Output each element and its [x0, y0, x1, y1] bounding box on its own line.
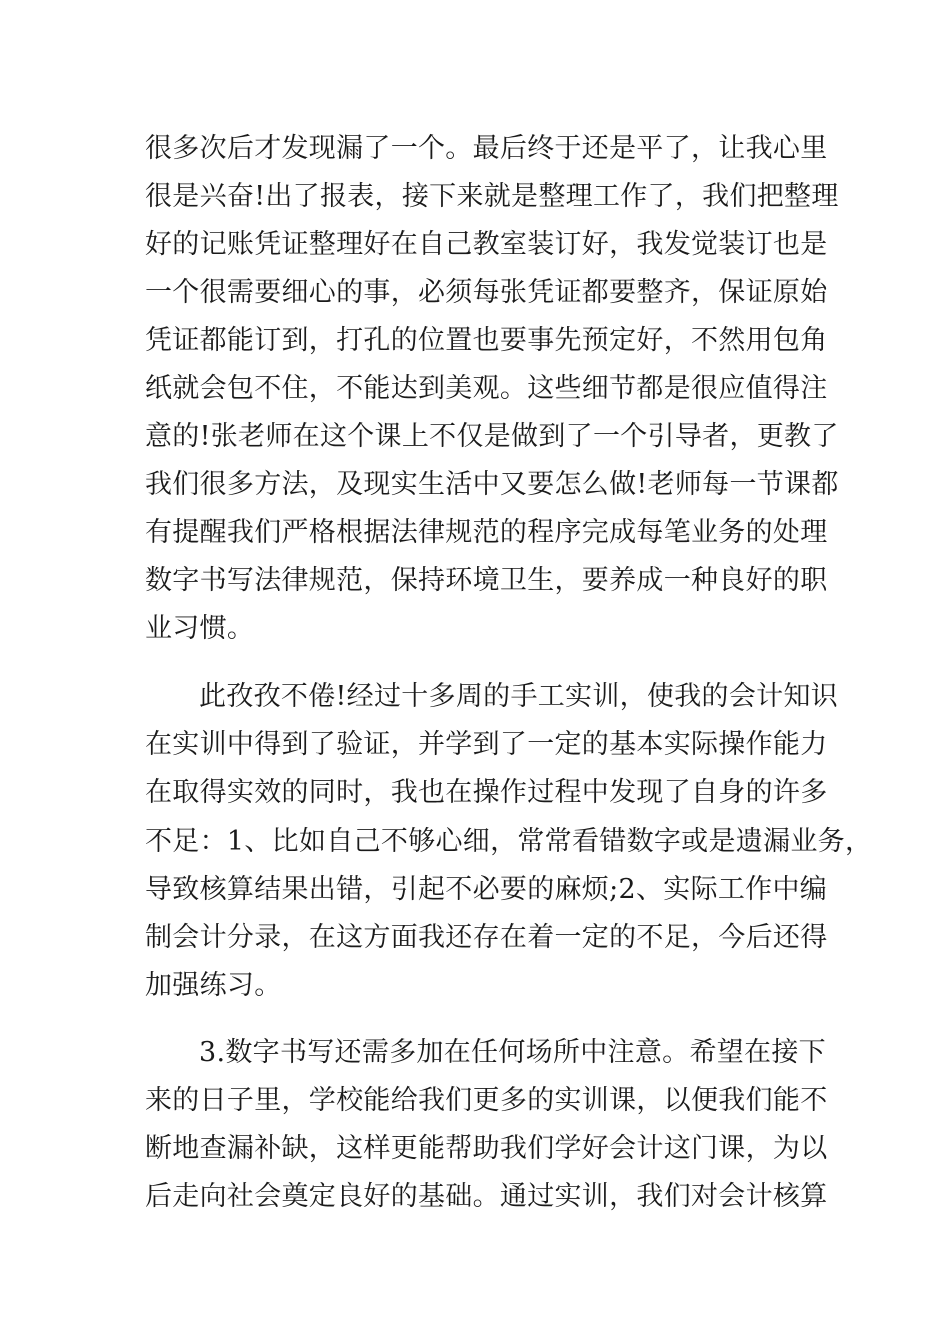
text-line: 数字书写法律规范，保持环境卫生，要养成一种良好的职	[145, 565, 828, 596]
text-line: 不足：1、比如自己不够心细，常常看错数字或是遗漏业务，	[145, 826, 873, 857]
text-line: 3.数字书写还需多加在任何场所中注意。希望在接下	[199, 1037, 826, 1068]
text-line: 加强练习。	[145, 970, 282, 1001]
text-line: 纸就会包不住，不能达到美观。这些细节都是很应值得注	[145, 373, 828, 404]
text-line: 在取得实效的同时，我也在操作过程中发现了自身的许多	[145, 777, 828, 808]
text-line: 有提醒我们严格根据法律规范的程序完成每笔业务的处理	[145, 517, 828, 548]
text-line: 凭证都能订到，打孔的位置也要事先预定好，不然用包角	[145, 325, 828, 356]
text-line: 一个很需要细心的事，必须每张凭证都要整齐，保证原始	[145, 277, 828, 308]
text-line: 意的!张老师在这个课上不仅是做到了一个引导者，更教了	[145, 421, 839, 452]
text-line: 导致核算结果出错，引起不必要的麻烦;2、实际工作中编	[145, 874, 828, 905]
text-line: 好的记账凭证整理好在自己教室装订好，我发觉装订也是	[145, 229, 828, 260]
text-line: 在实训中得到了验证，并学到了一定的基本实际操作能力	[145, 729, 828, 760]
text-line: 断地查漏补缺，这样更能帮助我们学好会计这门课，为以	[145, 1133, 828, 1164]
text-line: 制会计分录，在这方面我还存在着一定的不足，今后还得	[145, 922, 828, 953]
text-line: 此孜孜不倦!经过十多周的手工实训，使我的会计知识	[199, 681, 839, 712]
text-line: 很多次后才发现漏了一个。最后终于还是平了，让我心里	[145, 133, 828, 164]
text-line: 后走向社会奠定良好的基础。通过实训，我们对会计核算	[145, 1181, 828, 1212]
text-line: 我们很多方法，及现实生活中又要怎么做!老师每一节课都	[145, 469, 839, 500]
text-line: 业习惯。	[145, 613, 255, 644]
text-line: 来的日子里，学校能给我们更多的实训课，以便我们能不	[145, 1085, 828, 1116]
text-line: 很是兴奋!出了报表，接下来就是整理工作了，我们把整理	[145, 181, 839, 212]
